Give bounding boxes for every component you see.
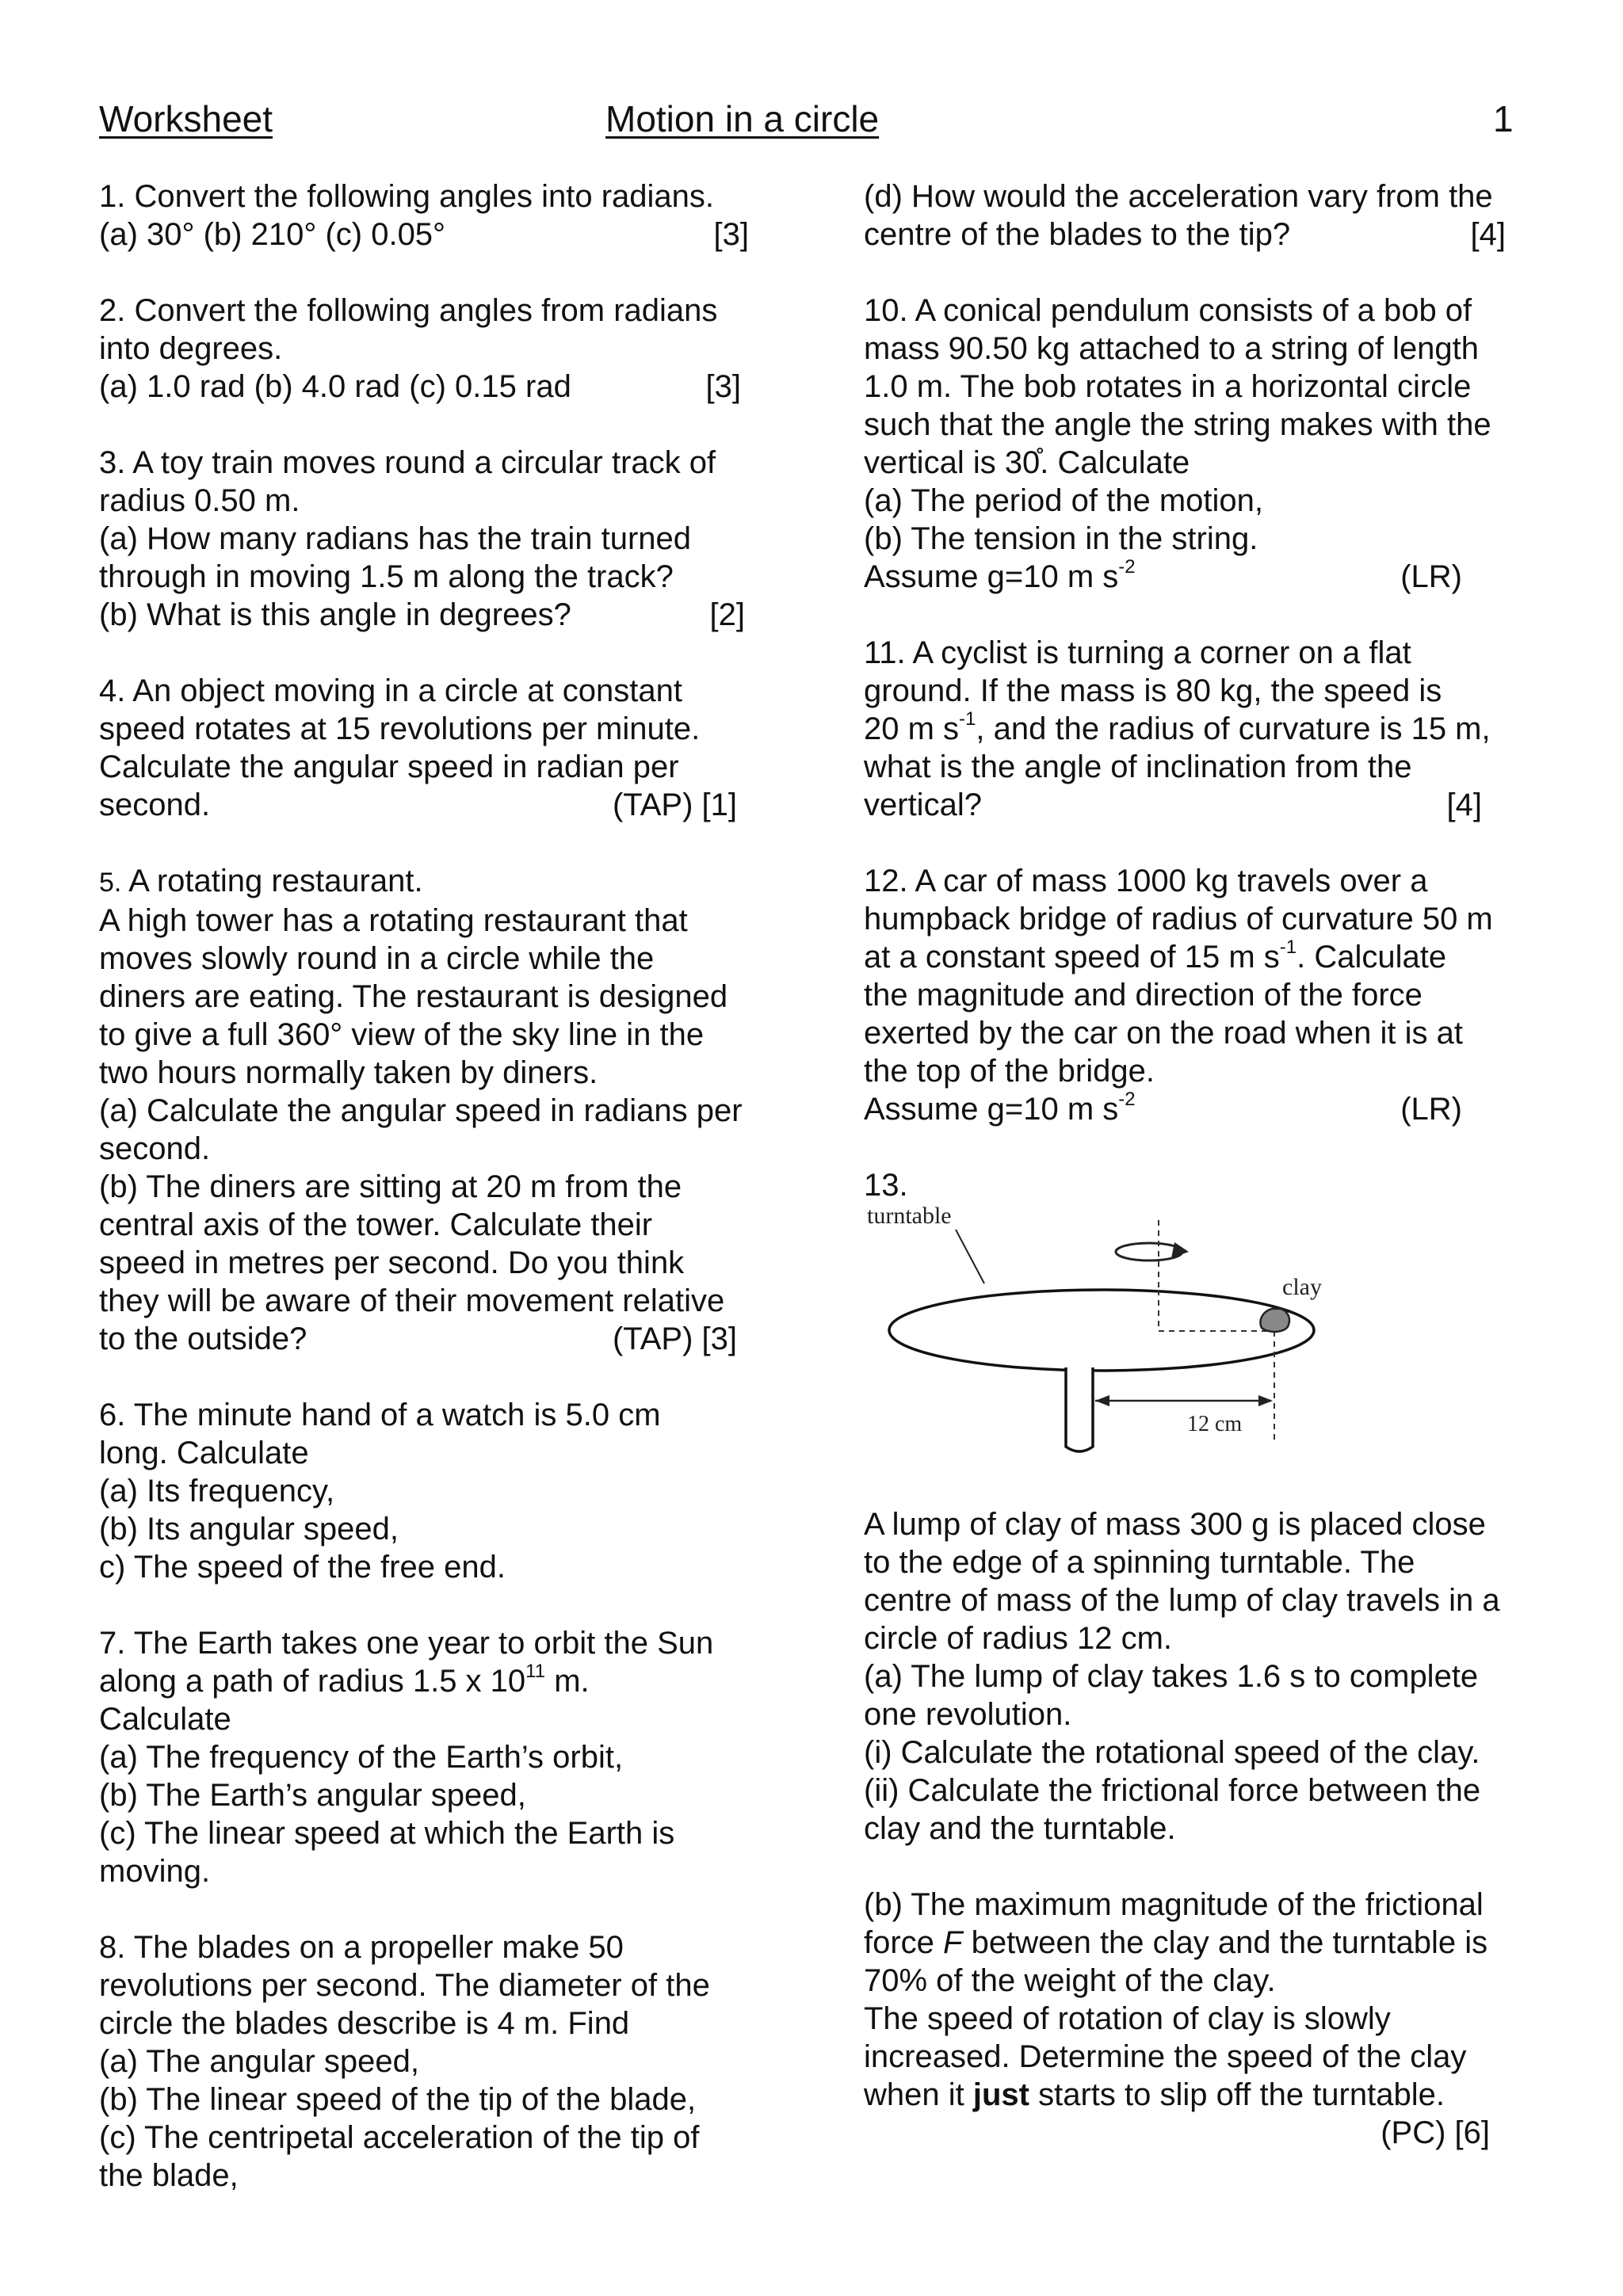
q3-line-4: through in moving 1.5 m along the track? xyxy=(99,559,674,594)
q10-line-7: (b) The tension in the string. xyxy=(864,521,1258,556)
q3-marks: [2] xyxy=(709,597,745,632)
q11-line-3 xyxy=(864,707,1545,748)
q13-just-word: just xyxy=(972,2077,1029,2112)
q8-line-4: (a) The angular speed, xyxy=(99,2044,419,2079)
q5-line-7: second. xyxy=(99,1131,211,1166)
rotation-arrow-icon xyxy=(1116,1242,1189,1261)
q13-b-line-6a: when it xyxy=(864,2077,973,2112)
q4-line-3: Calculate the angular speed in radian per xyxy=(99,749,679,784)
q10-line-4: such that the angle the string makes with the xyxy=(864,407,1491,442)
question-13 xyxy=(864,1166,1545,2152)
q13-line-1: A lump of clay of mass 300 g is placed close xyxy=(864,1507,1486,1542)
q12-exponent-speed: -1 xyxy=(1279,936,1297,958)
right-column xyxy=(864,177,1545,2152)
question-3 xyxy=(99,444,789,634)
q11-line-3b: , and the radius of curvature is 15 m, xyxy=(976,711,1491,746)
q8-line-2: revolutions per second. The diameter of the xyxy=(99,1968,710,2003)
q13-line-2: to the edge of a spinning turntable. The xyxy=(864,1545,1415,1580)
q13-force-symbol: F xyxy=(943,1925,963,1960)
q7-line-1: 7. The Earth takes one year to orbit the Sun xyxy=(99,1626,714,1661)
q11-line-5: vertical? xyxy=(864,788,982,822)
question-1 xyxy=(99,177,789,254)
q13-marks-row xyxy=(864,2114,1490,2152)
turntable-figure xyxy=(864,1192,1545,1477)
header-worksheet-label: Worksheet xyxy=(99,98,273,139)
q5-number: 5. xyxy=(99,868,122,898)
clay-lump xyxy=(1260,1309,1289,1332)
q6-line-1: 6. The minute hand of a watch is 5.0 cm xyxy=(99,1398,661,1432)
q13-line-5: (a) The lump of clay takes 1.6 s to complete xyxy=(864,1659,1479,1694)
question-12 xyxy=(864,862,1545,1128)
q6-line-3: (a) Its frequency, xyxy=(99,1474,335,1508)
q5-marks: (TAP) [3] xyxy=(612,1322,737,1356)
q12-line-5: exerted by the car on the road when it is at xyxy=(864,1016,1463,1051)
q12-exponent-g: -2 xyxy=(1118,1088,1136,1110)
q13-b-line-3: 70% of the weight of the clay. xyxy=(864,1963,1276,1998)
question-11 xyxy=(864,634,1545,824)
q5-line-12-row xyxy=(99,1320,745,1358)
q11-line-5-row xyxy=(864,786,1490,824)
q13-line-3: centre of mass of the lump of clay travels in a xyxy=(864,1583,1500,1618)
header-page-number: 1 xyxy=(1493,98,1514,139)
q13-b-line-1: (b) The maximum magnitude of the frictional xyxy=(864,1887,1484,1922)
q6-line-5: c) The speed of the free end. xyxy=(99,1550,506,1585)
spindle-shaft xyxy=(1066,1367,1093,1451)
q3-line-1: 3. A toy train moves round a circular track of xyxy=(99,445,716,480)
question-8 xyxy=(99,1928,789,2195)
q13-b-line-4: The speed of rotation of clay is slowly xyxy=(864,2001,1391,2036)
q2-line-3-row xyxy=(99,368,749,406)
question-7 xyxy=(99,1624,789,1890)
q7-line-7: moving. xyxy=(99,1854,211,1889)
q10-line-5: vertical is 30̊. Calculate xyxy=(864,445,1190,480)
q12-line-7 xyxy=(864,1090,1136,1128)
turntable-label: turntable xyxy=(867,1203,952,1229)
q5-line-1: A high tower has a rotating restaurant that xyxy=(99,903,688,938)
question-10 xyxy=(864,292,1545,596)
turntable-diagram xyxy=(864,1192,1545,1477)
q3-line-2: radius 0.50 m. xyxy=(99,483,300,518)
q12-line-3b: . Calculate xyxy=(1296,940,1447,974)
q1-marks: [3] xyxy=(713,217,749,252)
q2-line-2: into degrees. xyxy=(99,331,283,366)
q11-line-3a: 20 m s xyxy=(864,711,960,746)
q13-line-8: (ii) Calculate the frictional force between the xyxy=(864,1773,1481,1808)
q8-line-7: the blade, xyxy=(99,2158,239,2193)
q13-b-line-6b: starts to slip off the turntable. xyxy=(1029,2077,1445,2112)
q1-line-2: (a) 30° (b) 210° (c) 0.05° xyxy=(99,217,446,252)
q3-line-5-row xyxy=(99,596,753,634)
q8d-marks: [4] xyxy=(1470,217,1506,252)
q5-line-11: they will be aware of their movement relative xyxy=(99,1283,725,1318)
q6-line-4: (b) Its angular speed, xyxy=(99,1512,399,1547)
question-5 xyxy=(99,862,789,1358)
q13-b-line-2a: force xyxy=(864,1925,944,1960)
q10-exponent: -2 xyxy=(1118,555,1136,578)
turntable-disc xyxy=(889,1290,1314,1371)
q5-title: A rotating restaurant. xyxy=(121,864,423,898)
q10-line-8-row xyxy=(864,555,1462,596)
left-column xyxy=(99,177,789,2233)
q5-line-5: two hours normally taken by diners. xyxy=(99,1055,598,1090)
q4-line-4-row xyxy=(99,786,745,824)
q5-line-4: to give a full 360° view of the sky line in the xyxy=(99,1017,705,1052)
q7-line-5: (b) The Earth’s angular speed, xyxy=(99,1778,526,1813)
q12-line-2: humpback bridge of radius of curvature 50 m xyxy=(864,902,1493,936)
q8-line-6: (c) The centripetal acceleration of the tip of xyxy=(99,2120,700,2155)
q4-line-2: speed rotates at 15 revolutions per minute. xyxy=(99,711,701,746)
q13-number: 13. xyxy=(864,1168,908,1203)
q5-line-2: moves slowly round in a circle while the xyxy=(99,941,655,976)
q1-line-2-row xyxy=(99,215,757,254)
q4-line-4: second. xyxy=(99,788,211,822)
q10-line-2: mass 90.50 kg attached to a string of length xyxy=(864,331,1480,366)
q13-marks: (PC) [6] xyxy=(1381,2115,1490,2150)
question-4 xyxy=(99,672,789,824)
clay-label: clay xyxy=(1282,1274,1322,1300)
q5-title-row xyxy=(99,862,789,902)
radius-label: 12 cm xyxy=(1187,1412,1243,1436)
q13-line-7: (i) Calculate the rotational speed of the clay. xyxy=(864,1735,1480,1770)
q13-line-6: one revolution. xyxy=(864,1697,1072,1732)
q13-line-9: clay and the turntable. xyxy=(864,1811,1176,1846)
q7-line-3: Calculate xyxy=(99,1702,231,1737)
q8d-line-2-row xyxy=(864,215,1514,254)
q8-line-1: 8. The blades on a propeller make 50 xyxy=(99,1930,624,1965)
q12-line-7a: Assume g=10 m s xyxy=(864,1092,1119,1127)
q12-line-3a: at a constant speed of 15 m s xyxy=(864,940,1280,974)
q12-line-3 xyxy=(864,938,1545,976)
q10-line-8a: Assume g=10 m s xyxy=(864,559,1119,594)
q10-line-1: 10. A conical pendulum consists of a bob of xyxy=(864,293,1472,328)
q10-line-6: (a) The period of the motion, xyxy=(864,483,1263,518)
q12-line-6: the top of the bridge. xyxy=(864,1054,1155,1089)
question-8d xyxy=(864,177,1545,254)
q4-line-1: 4. An object moving in a circle at constant xyxy=(99,673,682,708)
header-title: Motion in a circle xyxy=(605,98,880,139)
q11-marks: [4] xyxy=(1446,788,1482,822)
q7-line-4: (a) The frequency of the Earth’s orbit, xyxy=(99,1740,624,1775)
q11-exponent: -1 xyxy=(959,707,976,730)
q13-b-line-5: increased. Determine the speed of the clay xyxy=(864,2039,1467,2074)
q11-line-4: what is the angle of inclination from the xyxy=(864,749,1412,784)
turntable-leader-line xyxy=(956,1230,984,1283)
q6-line-2: long. Calculate xyxy=(99,1436,309,1470)
q11-line-2: ground. If the mass is 80 kg, the speed is xyxy=(864,673,1442,708)
q7-line-2b: m. xyxy=(545,1664,590,1699)
question-2 xyxy=(99,292,789,406)
q10-marks: (LR) xyxy=(1400,559,1462,594)
q4-marks: (TAP) [1] xyxy=(612,788,737,822)
q5-line-8: (b) The diners are sitting at 20 m from the xyxy=(99,1169,682,1204)
q12-marks: (LR) xyxy=(1400,1092,1462,1127)
q7-line-2 xyxy=(99,1662,789,1700)
q2-line-1: 2. Convert the following angles from radians xyxy=(99,293,718,328)
q2-line-3: (a) 1.0 rad (b) 4.0 rad (c) 0.15 rad xyxy=(99,369,571,404)
q12-line-4: the magnitude and direction of the force xyxy=(864,978,1423,1013)
q13-b-line-2 xyxy=(864,1924,1545,1962)
q1-line-1: 1. Convert the following angles into radians. xyxy=(99,179,715,214)
q3-line-5: (b) What is this angle in degrees? xyxy=(99,597,571,632)
q7-exponent: 11 xyxy=(525,1660,546,1682)
q10-line-3: 1.0 m. The bob rotates in a horizontal circle xyxy=(864,369,1472,404)
q5-line-6: (a) Calculate the angular speed in radians per xyxy=(99,1093,743,1128)
q8-line-3: circle the blades describe is 4 m. Find xyxy=(99,2006,630,2041)
q8-line-5: (b) The linear speed of the tip of the blade, xyxy=(99,2082,697,2117)
q5-line-10: speed in metres per second. Do you think xyxy=(99,1245,685,1280)
q11-line-1: 11. A cyclist is turning a corner on a flat xyxy=(864,635,1411,670)
q8d-line-2: centre of the blades to the tip? xyxy=(864,217,1291,252)
q13-b-line-6 xyxy=(864,2076,1545,2114)
q10-line-8 xyxy=(864,555,1136,596)
q13-b-line-2b: between the clay and the turntable is xyxy=(962,1925,1488,1960)
question-6 xyxy=(99,1396,789,1586)
q3-line-3: (a) How many radians has the train turned xyxy=(99,521,692,556)
q2-marks: [3] xyxy=(705,369,741,404)
q5-line-3: diners are eating. The restaurant is designed xyxy=(99,979,728,1014)
dimension-arrow-icon xyxy=(1095,1395,1273,1406)
q7-line-6: (c) The linear speed at which the Earth is xyxy=(99,1816,675,1851)
q13-line-4: circle of radius 12 cm. xyxy=(864,1621,1173,1656)
q5-line-12: to the outside? xyxy=(99,1322,307,1356)
q12-line-7-row xyxy=(864,1090,1462,1128)
q8d-line-1: (d) How would the acceleration vary from the xyxy=(864,179,1493,214)
q7-line-2a: along a path of radius 1.5 x 10 xyxy=(99,1664,526,1699)
q12-line-1: 12. A car of mass 1000 kg travels over a xyxy=(864,864,1428,898)
q5-line-9: central axis of the tower. Calculate their xyxy=(99,1207,653,1242)
